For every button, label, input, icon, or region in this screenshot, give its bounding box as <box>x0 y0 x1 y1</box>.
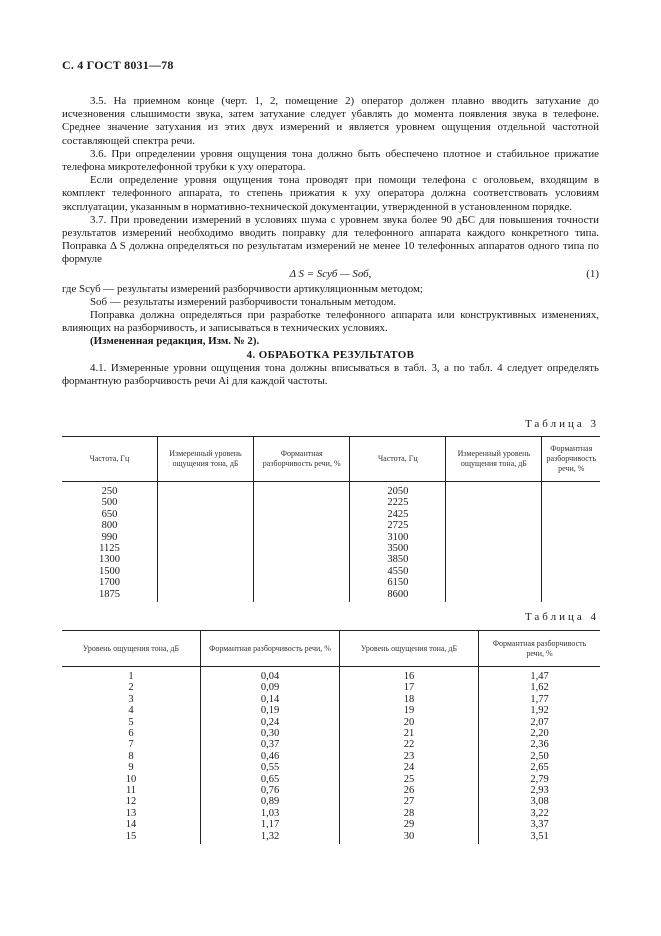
table-cell: 0,30 <box>201 728 340 739</box>
table-4-caption: Таблица 4 <box>524 611 599 623</box>
table-cell: 22 <box>340 739 479 750</box>
table-cell: 3500 <box>350 543 446 554</box>
table-cell <box>157 497 253 508</box>
table-cell: 0,19 <box>201 705 340 716</box>
table-cell: 1,47 <box>479 671 601 682</box>
section-4-title: 4. ОБРАБОТКА РЕЗУЛЬТАТОВ <box>246 348 415 361</box>
table-cell <box>542 497 600 508</box>
edition-note: (Измененная редакция, Изм. № 2). <box>90 335 260 348</box>
table-3-row <box>62 589 600 602</box>
table-cell: 3850 <box>350 554 446 565</box>
table-cell: 12 <box>125 796 137 808</box>
table-3-row <box>62 509 600 520</box>
table-cell <box>446 486 542 497</box>
table-cell: 1125 <box>99 543 120 555</box>
table-4-row <box>62 774 600 785</box>
table-cell: 2050 <box>350 486 446 497</box>
formula-row <box>62 268 599 283</box>
table-cell: 6150 <box>350 577 446 588</box>
table-cell <box>542 532 600 543</box>
body-text <box>62 95 599 388</box>
table-3-header-cell: Измеренный уровень ощущения тона, дБ <box>446 437 542 482</box>
table-cell: 0,14 <box>201 694 340 705</box>
table-3 <box>62 436 600 602</box>
table-4-row <box>62 751 600 762</box>
table-cell <box>157 509 253 520</box>
table-cell: 800 <box>101 520 118 532</box>
formula-number: (1) <box>586 267 599 280</box>
table-cell: 1,17 <box>201 819 340 830</box>
page-header: С. 4 ГОСТ 8031—78 <box>62 58 174 72</box>
table-4-row <box>62 671 600 682</box>
table-cell <box>542 589 600 602</box>
table-4-body <box>62 667 600 845</box>
table-cell <box>254 589 350 602</box>
table-4-header-cell: Уровень ощущения тона, дБ <box>340 631 479 667</box>
table-3-header-cell: Измеренный уровень ощущения тона, дБ <box>157 437 253 482</box>
paragraph-3-6-continued: Если определение уровня ощущения тона проводят при помощи телефона с оголовьем, входящим в комплект телефонного аппарата, то степень прижатия к уху оператора должна соответствовать условиям эксплуатации, указанным в нормативно-технической документации, утвержденной в установленном порядке. <box>62 174 599 213</box>
table-cell: 3,08 <box>479 796 601 807</box>
table-cell: 1300 <box>98 554 120 566</box>
table-cell: 0,65 <box>201 774 340 785</box>
table-cell: 1,77 <box>479 694 601 705</box>
table-4-header-cell: Уровень ощущения тона, дБ <box>62 631 201 667</box>
table-cell: 3 <box>128 693 134 705</box>
table-3-row <box>62 566 600 577</box>
table-cell: 0,04 <box>201 671 340 682</box>
table-cell <box>542 577 600 588</box>
table-cell: 1,62 <box>479 682 601 693</box>
table-cell: 16 <box>340 671 479 682</box>
table-4-row <box>62 808 600 819</box>
table-cell: 6 <box>128 728 134 740</box>
table-cell: 19 <box>340 705 479 716</box>
table-3-row <box>62 554 600 565</box>
table-cell <box>254 577 350 588</box>
table-cell: 1 <box>128 671 134 682</box>
table-cell <box>542 543 600 554</box>
table-cell: 30 <box>340 831 479 844</box>
table-cell <box>542 554 600 565</box>
table-cell: 28 <box>340 808 479 819</box>
table-cell: 15 <box>125 830 137 842</box>
table-cell: 1,32 <box>201 831 340 844</box>
table-cell: 3,51 <box>479 831 601 844</box>
table-3-row <box>62 497 600 508</box>
paragraph-3-7: 3.7. При проведении измерений в условиях шума с уровнем звука более 90 дБС для повышения точности результатов измерений необходимо вводить поправку для телефонного аппарата каждого конкретного типа. Поправка Δ S должна определяться по результатам измерений не менее 10 телефонных аппаратов одного типа по формуле <box>62 213 599 266</box>
table-cell: 26 <box>340 785 479 796</box>
formula: Δ S = Sсуб — Sоб, <box>289 267 372 280</box>
table-3-row <box>62 520 600 531</box>
table-cell <box>254 532 350 543</box>
table-3-row <box>62 577 600 588</box>
table-cell: 5 <box>128 716 134 728</box>
table-4-header-cell: Формантная разборчивость речи, % <box>201 631 340 667</box>
table-3-row <box>62 532 600 543</box>
table-cell: 4550 <box>350 566 446 577</box>
table-3-row <box>62 486 600 497</box>
paragraph-3-7-continued: Поправка должна определяться при разработке телефонного аппарата или конструктивных изменениях, влияющих на разборчивость, и записываться в технических условиях. <box>62 309 599 335</box>
table-cell: 18 <box>340 694 479 705</box>
table-cell: 2225 <box>350 497 446 508</box>
table-4-row <box>62 739 600 750</box>
table-4-row <box>62 762 600 773</box>
table-cell: 4 <box>128 705 134 717</box>
table-3-body <box>62 482 600 603</box>
table-cell: 1500 <box>98 565 120 577</box>
table-cell: 2425 <box>350 509 446 520</box>
table-cell: 17 <box>340 682 479 693</box>
table-3-header-cell: Формантная разборчивость речи, % <box>254 437 350 482</box>
paragraph-3-6: 3.6. При определении уровня ощущения тона должно быть обеспечено плотное и стабильное прижатие телефона микротелефонной трубки к уху оператора. <box>62 147 599 174</box>
table-cell: 8 <box>128 750 134 762</box>
table-cell: 2 <box>128 682 134 694</box>
table-cell: 0,55 <box>201 762 340 773</box>
table-cell: 23 <box>340 751 479 762</box>
table-cell <box>157 577 253 588</box>
table-cell: 0,37 <box>201 739 340 750</box>
table-cell <box>254 509 350 520</box>
table-cell <box>542 520 600 531</box>
table-cell: 25 <box>340 774 479 785</box>
table-cell <box>446 566 542 577</box>
table-3-caption: Таблица 3 <box>524 418 599 430</box>
table-cell: 2,50 <box>479 751 601 762</box>
table-3-header-cell: Частота, Гц <box>62 437 157 482</box>
table-4-row <box>62 831 600 844</box>
formula-where-1: где Sсуб — результаты измерений разборчивости артикуляционным методом; <box>62 282 423 295</box>
table-cell <box>446 577 542 588</box>
table-4-row <box>62 728 600 739</box>
table-cell: 24 <box>340 762 479 773</box>
table-cell: 11 <box>125 785 137 797</box>
table-cell <box>446 497 542 508</box>
table-cell <box>254 520 350 531</box>
table-cell: 650 <box>101 508 118 520</box>
table-cell <box>157 543 253 554</box>
table-3-header-cell: Частота, Гц <box>350 437 446 482</box>
table-cell <box>446 589 542 602</box>
table-cell: 13 <box>125 807 137 819</box>
table-cell: 20 <box>340 717 479 728</box>
table-cell <box>446 543 542 554</box>
table-cell <box>157 486 253 497</box>
table-cell: 14 <box>125 819 137 831</box>
table-cell <box>542 486 600 497</box>
table-cell: 2,07 <box>479 717 601 728</box>
table-3-header-cell: Формантная разборчивость речи, % <box>542 437 600 482</box>
table-cell: 21 <box>340 728 479 739</box>
table-4-row <box>62 717 600 728</box>
table-cell <box>254 566 350 577</box>
table-3-row <box>62 543 600 554</box>
table-cell <box>542 566 600 577</box>
table-cell <box>157 566 253 577</box>
table-cell: 2725 <box>350 520 446 531</box>
table-cell: 1875 <box>98 588 120 600</box>
table-4-row <box>62 705 600 716</box>
table-cell <box>446 554 542 565</box>
table-cell <box>446 532 542 543</box>
table-3-header-row <box>62 437 600 482</box>
table-4-header-cell: Формантная разборчивость речи, % <box>479 631 601 667</box>
table-4 <box>62 630 600 844</box>
table-cell <box>254 554 350 565</box>
table-cell: 2,36 <box>479 739 601 750</box>
table-cell: 0,76 <box>201 785 340 796</box>
table-4-row <box>62 796 600 807</box>
table-cell <box>157 520 253 531</box>
table-cell: 8600 <box>350 589 446 602</box>
table-cell: 7 <box>128 739 134 751</box>
table-cell <box>446 520 542 531</box>
table-cell: 2,20 <box>479 728 601 739</box>
table-cell: 3100 <box>350 532 446 543</box>
table-cell: 10 <box>125 773 137 785</box>
table-cell <box>446 509 542 520</box>
table-cell: 1700 <box>98 577 120 589</box>
table-cell: 2,65 <box>479 762 601 773</box>
table-cell <box>542 509 600 520</box>
formula-where-2: Sоб — результаты измерений разборчивости тональным методом. <box>90 295 397 308</box>
table-cell <box>157 589 253 602</box>
table-cell: 2,93 <box>479 785 601 796</box>
table-cell <box>157 532 253 543</box>
table-cell <box>254 543 350 554</box>
table-4-row <box>62 694 600 705</box>
table-cell: 2,79 <box>479 774 601 785</box>
table-4-row <box>62 785 600 796</box>
table-4-header-row <box>62 631 600 667</box>
table-cell: 500 <box>101 497 118 509</box>
table-cell <box>254 486 350 497</box>
table-cell: 27 <box>340 796 479 807</box>
table-cell: 1,92 <box>479 705 601 716</box>
table-cell: 3,37 <box>479 819 601 830</box>
table-cell: 0,09 <box>201 682 340 693</box>
table-cell: 1,03 <box>201 808 340 819</box>
table-cell <box>157 554 253 565</box>
table-cell: 0,89 <box>201 796 340 807</box>
table-cell: 3,22 <box>479 808 601 819</box>
table-cell: 250 <box>101 486 118 497</box>
table-cell: 0,46 <box>201 751 340 762</box>
paragraph-4-1: 4.1. Измеренные уровни ощущения тона должны вписываться в табл. 3, а по табл. 4 следует определять формантную разборчивость речи Ai для каждой частоты. <box>62 361 599 388</box>
table-cell: 990 <box>101 531 118 543</box>
table-cell: 29 <box>340 819 479 830</box>
table-cell: 9 <box>128 762 134 774</box>
table-4-row <box>62 682 600 693</box>
paragraph-3-5: 3.5. На приемном конце (черт. 1, 2, помещение 2) оператор должен плавно вводить затухание до исчезновения слышимости звука, затем затухание следует убавлять до момента появления звука в телефоне. Среднее значение затухания из этих двух измерений и является уровнем ощущения отдельной частотной составляющей спектра речи. <box>62 95 599 147</box>
table-cell <box>254 497 350 508</box>
table-4-row <box>62 819 600 830</box>
table-cell: 0,24 <box>201 717 340 728</box>
